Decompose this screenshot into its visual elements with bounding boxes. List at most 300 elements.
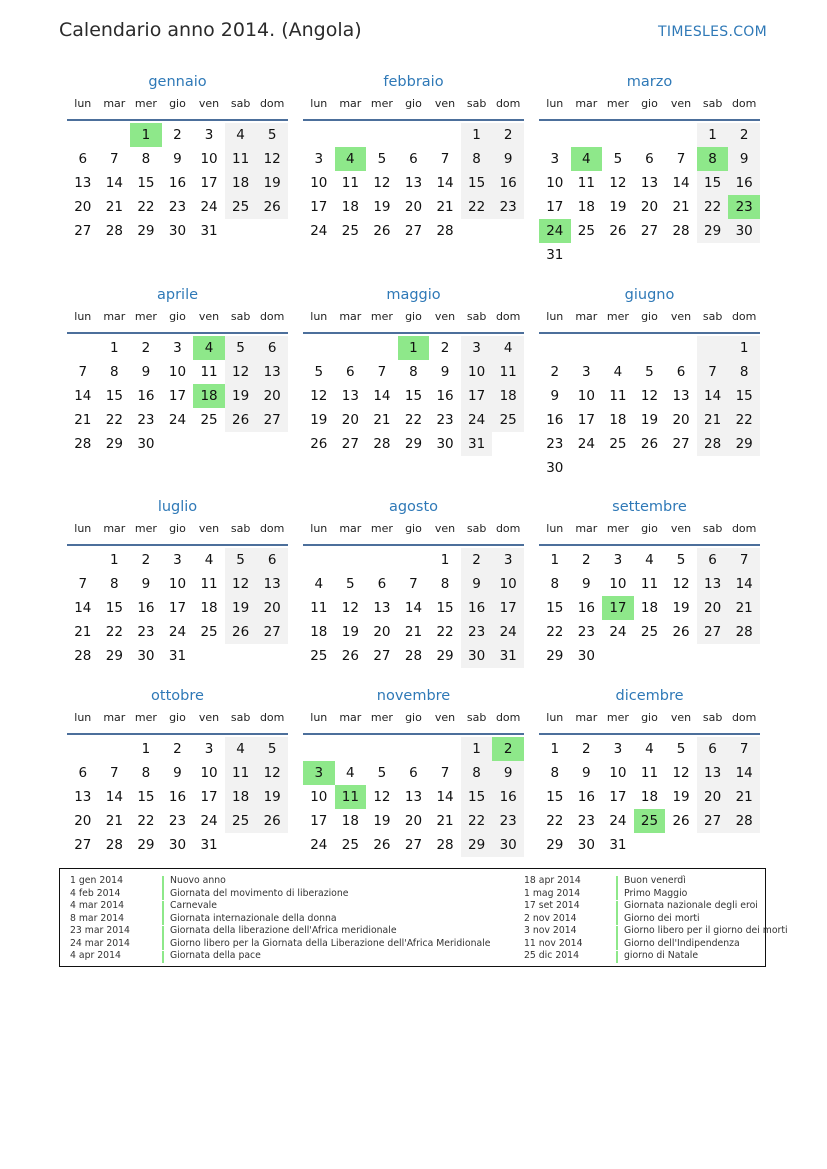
day-cell: 13 [256,360,288,384]
day-cell: 19 [256,171,288,195]
day-cell: 22 [137,199,155,215]
day-cell: 23 [137,412,155,428]
day-cell: 30 [728,219,760,243]
day-cell: 18 [225,785,257,809]
header-divider [67,733,288,735]
day-cell: 24 [168,624,187,640]
day-cell: 20 [74,813,92,829]
day-cell: 25 [225,195,257,219]
day-cell: 18 [341,199,359,215]
day-cell: 12 [373,175,391,191]
day-cell: 27 [256,408,288,432]
legend-holiday-name: Nuovo anno [170,875,226,886]
legend-column-right [524,875,788,963]
day-cell: 11 [609,388,627,404]
header-divider [303,544,524,546]
day-cell: 26 [341,648,359,664]
day-cell: 7 [78,576,88,592]
day-cell: 14 [105,789,123,805]
day-grid [539,336,760,480]
holiday-day-cell: 4 [571,147,603,171]
day-cell: 24 [492,620,524,644]
empty-cell [303,123,335,147]
day-cell: 26 [310,436,328,452]
empty-cell [398,123,430,147]
day-cell: 1 [550,552,560,568]
day-cell: 2 [440,340,450,356]
weekday-label: sab [466,97,487,110]
weekday-label: dom [731,97,757,110]
day-cell: 5 [225,336,257,360]
weekday-label: lun [74,711,92,724]
header-divider [539,332,760,334]
day-cell: 12 [609,175,627,191]
day-cell: 26 [672,624,690,640]
day-cell: 2 [173,741,182,757]
weekday-label: mar [575,711,598,724]
day-cell: 1 [110,552,119,568]
day-cell: 6 [78,765,88,781]
month-name: settembre [612,499,687,515]
day-cell: 1 [141,741,151,757]
day-cell: 25 [640,624,659,640]
weekday-label: mar [339,97,362,110]
day-cell: 22 [105,412,123,428]
weekday-label: lun [74,310,92,323]
day-cell: 13 [74,175,92,191]
day-cell: 31 [200,223,218,239]
day-cell: 11 [492,360,524,384]
day-cell: 12 [672,576,690,592]
day-cell: 15 [546,600,564,616]
day-cell: 22 [105,624,123,640]
day-cell: 11 [640,765,659,781]
day-cell: 15 [728,384,760,408]
day-cell: 7 [676,151,686,167]
day-cell: 30 [577,837,595,853]
header-divider [303,733,524,735]
legend-holiday-name: Primo Maggio [624,887,688,899]
weekday-label: gio [641,310,658,323]
day-cell: 3 [613,741,623,757]
day-cell: 30 [461,644,493,668]
day-cell: 15 [546,789,564,805]
day-cell: 30 [577,648,595,664]
day-cell: 2 [550,364,560,380]
day-cell: 26 [609,223,627,239]
day-cell: 14 [436,175,454,191]
day-cell: 5 [314,364,324,380]
legend-date: 8 mar 2014 [70,912,125,924]
weekday-label: dom [495,97,521,110]
day-cell: 4 [346,765,355,781]
month-ottobre [67,686,288,857]
day-cell: 10 [609,765,627,781]
weekday-label: mer [606,522,629,535]
weekday-label: ven [434,310,456,323]
legend-date: 17 set 2014 [524,900,580,911]
weekday-label: mar [103,711,126,724]
day-cell: 31 [461,432,493,456]
day-cell: 28 [436,837,454,853]
empty-cell [634,336,666,360]
legend-date: 3 nov 2014 [524,925,577,936]
day-cell: 10 [492,572,524,596]
weekday-label: dom [495,711,521,724]
holiday-day-cell: 4 [335,147,367,171]
month-luglio [67,497,288,668]
day-cell: 20 [404,813,423,829]
legend-date: 1 gen 2014 [70,875,123,886]
header-divider [539,733,760,735]
weekday-label: gio [405,522,422,535]
weekday-label: sab [702,97,723,110]
legend-row [524,950,788,963]
day-cell: 23 [492,195,524,219]
day-cell: 10 [461,360,493,384]
day-cell: 27 [672,436,690,452]
day-cell: 10 [200,151,218,167]
day-cell: 2 [728,123,760,147]
legend-row [70,938,490,951]
weekday-label: lun [546,310,564,323]
day-cell: 5 [613,151,623,167]
empty-cell [602,123,634,147]
legend-marker [162,876,164,888]
header-divider [539,544,760,546]
weekday-header [303,522,524,542]
day-cell: 11 [225,147,257,171]
holiday-day-cell: 8 [697,147,729,171]
day-cell: 27 [341,436,359,452]
day-cell: 17 [200,175,218,191]
day-cell: 20 [256,596,288,620]
day-cell: 17 [609,789,627,805]
day-cell: 25 [200,412,218,428]
day-cell: 25 [200,624,218,640]
weekday-label: lun [74,522,92,535]
weekday-label: gio [405,310,422,323]
empty-cell [303,336,335,360]
day-cell: 10 [168,576,187,592]
day-cell: 18 [640,600,659,616]
empty-cell [67,548,99,572]
day-cell: 8 [110,576,119,592]
month-agosto [303,497,524,668]
empty-cell [335,737,367,761]
weekday-label: mer [370,310,393,323]
day-cell: 29 [137,223,155,239]
day-cell: 18 [200,600,218,616]
day-cell: 12 [225,360,257,384]
day-cell: 1 [728,336,760,360]
day-cell: 26 [225,408,257,432]
legend-holiday-name: giorno di Natale [624,950,699,961]
day-cell: 18 [609,412,627,428]
day-cell: 12 [341,600,359,616]
empty-cell [571,123,603,147]
day-cell: 28 [105,837,123,853]
day-grid [303,548,524,668]
empty-cell [697,336,729,360]
day-cell: 8 [550,576,560,592]
day-cell: 3 [582,364,591,380]
weekday-label: ven [670,97,692,110]
day-cell: 27 [373,648,391,664]
day-cell: 12 [256,147,288,171]
day-cell: 21 [105,199,123,215]
day-cell: 29 [697,219,729,243]
day-cell: 26 [373,223,391,239]
day-cell: 11 [200,364,218,380]
legend-date: 25 dic 2014 [524,950,579,961]
day-cell: 22 [546,624,564,640]
weekday-header [67,97,288,117]
day-cell: 4 [314,576,324,592]
weekday-label: mer [370,711,393,724]
day-cell: 5 [256,737,288,761]
weekday-label: lun [74,97,92,110]
day-cell: 11 [310,600,328,616]
day-cell: 5 [676,741,686,757]
month-maggio [303,285,524,456]
day-cell: 13 [341,388,359,404]
day-cell: 10 [310,789,328,805]
day-cell: 16 [168,175,187,191]
day-cell: 4 [613,364,623,380]
day-cell: 30 [436,436,454,452]
day-cell: 16 [577,600,595,616]
month-aprile [67,285,288,456]
day-cell: 8 [728,360,760,384]
legend-row [70,875,490,888]
holiday-day-cell: 23 [728,195,760,219]
legend-holiday-name: Giorno libero per il giorno dei morti [624,925,788,936]
day-cell: 29 [404,436,423,452]
day-cell: 21 [697,408,729,432]
day-cell: 19 [256,785,288,809]
day-cell: 6 [697,548,729,572]
legend-date: 23 mar 2014 [70,925,130,936]
day-cell: 12 [640,388,659,404]
day-cell: 23 [577,813,595,829]
day-cell: 3 [173,552,182,568]
empty-cell [366,548,398,572]
empty-cell [539,123,571,147]
day-cell: 28 [74,436,92,452]
legend-date: 11 nov 2014 [524,937,583,949]
weekday-label: sab [466,711,487,724]
day-cell: 13 [256,572,288,596]
day-cell: 5 [346,576,355,592]
weekday-label: dom [259,711,285,724]
day-cell: 15 [105,388,123,404]
day-cell: 17 [461,384,493,408]
day-cell: 2 [141,552,151,568]
day-cell: 18 [492,384,524,408]
weekday-label: lun [310,310,328,323]
day-cell: 23 [577,624,595,640]
day-cell: 10 [577,388,595,404]
day-cell: 17 [577,412,595,428]
day-cell: 9 [582,765,591,781]
legend-marker [616,938,618,950]
day-cell: 3 [204,127,214,143]
weekday-label: lun [546,711,564,724]
day-cell: 7 [377,364,387,380]
weekday-label: dom [731,522,757,535]
day-cell: 24 [461,408,493,432]
day-grid [67,548,288,668]
day-cell: 5 [645,364,654,380]
day-cell: 25 [310,648,328,664]
day-cell: 9 [461,572,493,596]
day-cell: 18 [577,199,595,215]
day-cell: 25 [341,223,359,239]
day-cell: 11 [225,761,257,785]
month-name: marzo [626,74,673,90]
day-cell: 5 [225,548,257,572]
day-cell: 21 [672,199,690,215]
legend-date: 1 mag 2014 [524,887,581,899]
day-grid [67,737,288,857]
day-cell: 13 [672,388,690,404]
day-cell: 27 [256,620,288,644]
holiday-day-cell: 1 [398,336,430,360]
weekday-label: lun [310,711,328,724]
legend-date: 4 mar 2014 [70,900,125,911]
day-cell: 14 [74,600,92,616]
empty-cell [398,737,430,761]
day-cell: 25 [341,837,359,853]
empty-cell [67,123,99,147]
day-cell: 16 [546,412,564,428]
weekday-label: mar [339,522,362,535]
legend-holiday-name: Carnevale [170,900,217,911]
day-cell: 17 [200,789,218,805]
day-cell: 12 [672,765,690,781]
day-cell: 18 [225,171,257,195]
day-cell: 13 [697,761,729,785]
day-cell: 21 [436,199,454,215]
holiday-day-cell: 24 [539,219,571,243]
day-cell: 7 [697,360,729,384]
legend-marker [616,901,618,913]
legend-row [524,888,788,901]
day-cell: 12 [373,789,391,805]
day-grid [539,548,760,668]
weekday-label: mar [339,310,362,323]
day-cell: 17 [546,199,564,215]
day-cell: 4 [645,552,654,568]
day-cell: 24 [310,837,328,853]
legend-marker [616,888,618,900]
empty-cell [335,123,367,147]
day-cell: 12 [225,572,257,596]
day-cell: 21 [74,624,92,640]
day-cell: 30 [137,436,155,452]
day-grid [303,123,524,243]
day-cell: 21 [728,596,760,620]
day-cell: 24 [200,813,218,829]
day-cell: 1 [550,741,560,757]
day-grid [303,737,524,857]
page-title: Calendario anno 2014. (Angola) [59,19,362,41]
day-cell: 14 [74,388,92,404]
weekday-label: dom [495,310,521,323]
day-cell: 8 [141,765,151,781]
day-cell: 22 [546,813,564,829]
weekday-label: lun [310,97,328,110]
day-cell: 11 [341,175,359,191]
legend-date: 24 mar 2014 [70,937,130,949]
month-giugno [539,285,760,480]
day-cell: 30 [137,648,155,664]
legend-row [70,888,490,901]
weekday-label: gio [405,97,422,110]
day-cell: 6 [645,151,654,167]
day-cell: 2 [582,552,591,568]
legend-marker [162,913,164,925]
day-cell: 3 [173,340,182,356]
day-cell: 20 [74,199,92,215]
header-divider [67,544,288,546]
weekday-label: mar [575,310,598,323]
day-cell: 11 [640,576,659,592]
day-cell: 10 [310,175,328,191]
day-cell: 25 [577,223,595,239]
weekday-label: sab [702,711,723,724]
day-cell: 28 [697,432,729,456]
month-marzo [539,72,760,267]
weekday-label: mar [339,711,362,724]
day-cell: 6 [346,364,355,380]
legend-marker [162,901,164,913]
day-cell: 4 [204,552,214,568]
day-cell: 30 [492,833,524,857]
day-cell: 15 [461,171,493,195]
day-cell: 9 [141,576,151,592]
weekday-label: mer [134,522,157,535]
weekday-label: ven [198,711,220,724]
weekday-label: ven [198,97,220,110]
day-cell: 7 [728,737,760,761]
weekday-label: sab [466,310,487,323]
day-cell: 7 [110,151,119,167]
day-cell: 21 [404,624,423,640]
day-cell: 27 [74,837,92,853]
day-cell: 6 [256,548,288,572]
day-cell: 27 [74,223,92,239]
brand-link[interactable]: TIMESLES.COM [658,24,767,40]
day-cell: 21 [74,412,92,428]
day-cell: 22 [461,195,493,219]
day-cell: 2 [582,741,591,757]
weekday-label: dom [259,522,285,535]
weekday-label: mar [103,97,126,110]
day-cell: 19 [640,412,659,428]
day-cell: 16 [492,785,524,809]
day-cell: 3 [461,336,493,360]
weekday-header [539,711,760,731]
weekday-label: dom [495,522,521,535]
weekday-label: ven [434,711,456,724]
day-cell: 9 [582,576,591,592]
day-cell: 23 [137,624,155,640]
day-cell: 9 [173,151,182,167]
empty-cell [429,123,461,147]
day-cell: 24 [577,436,595,452]
